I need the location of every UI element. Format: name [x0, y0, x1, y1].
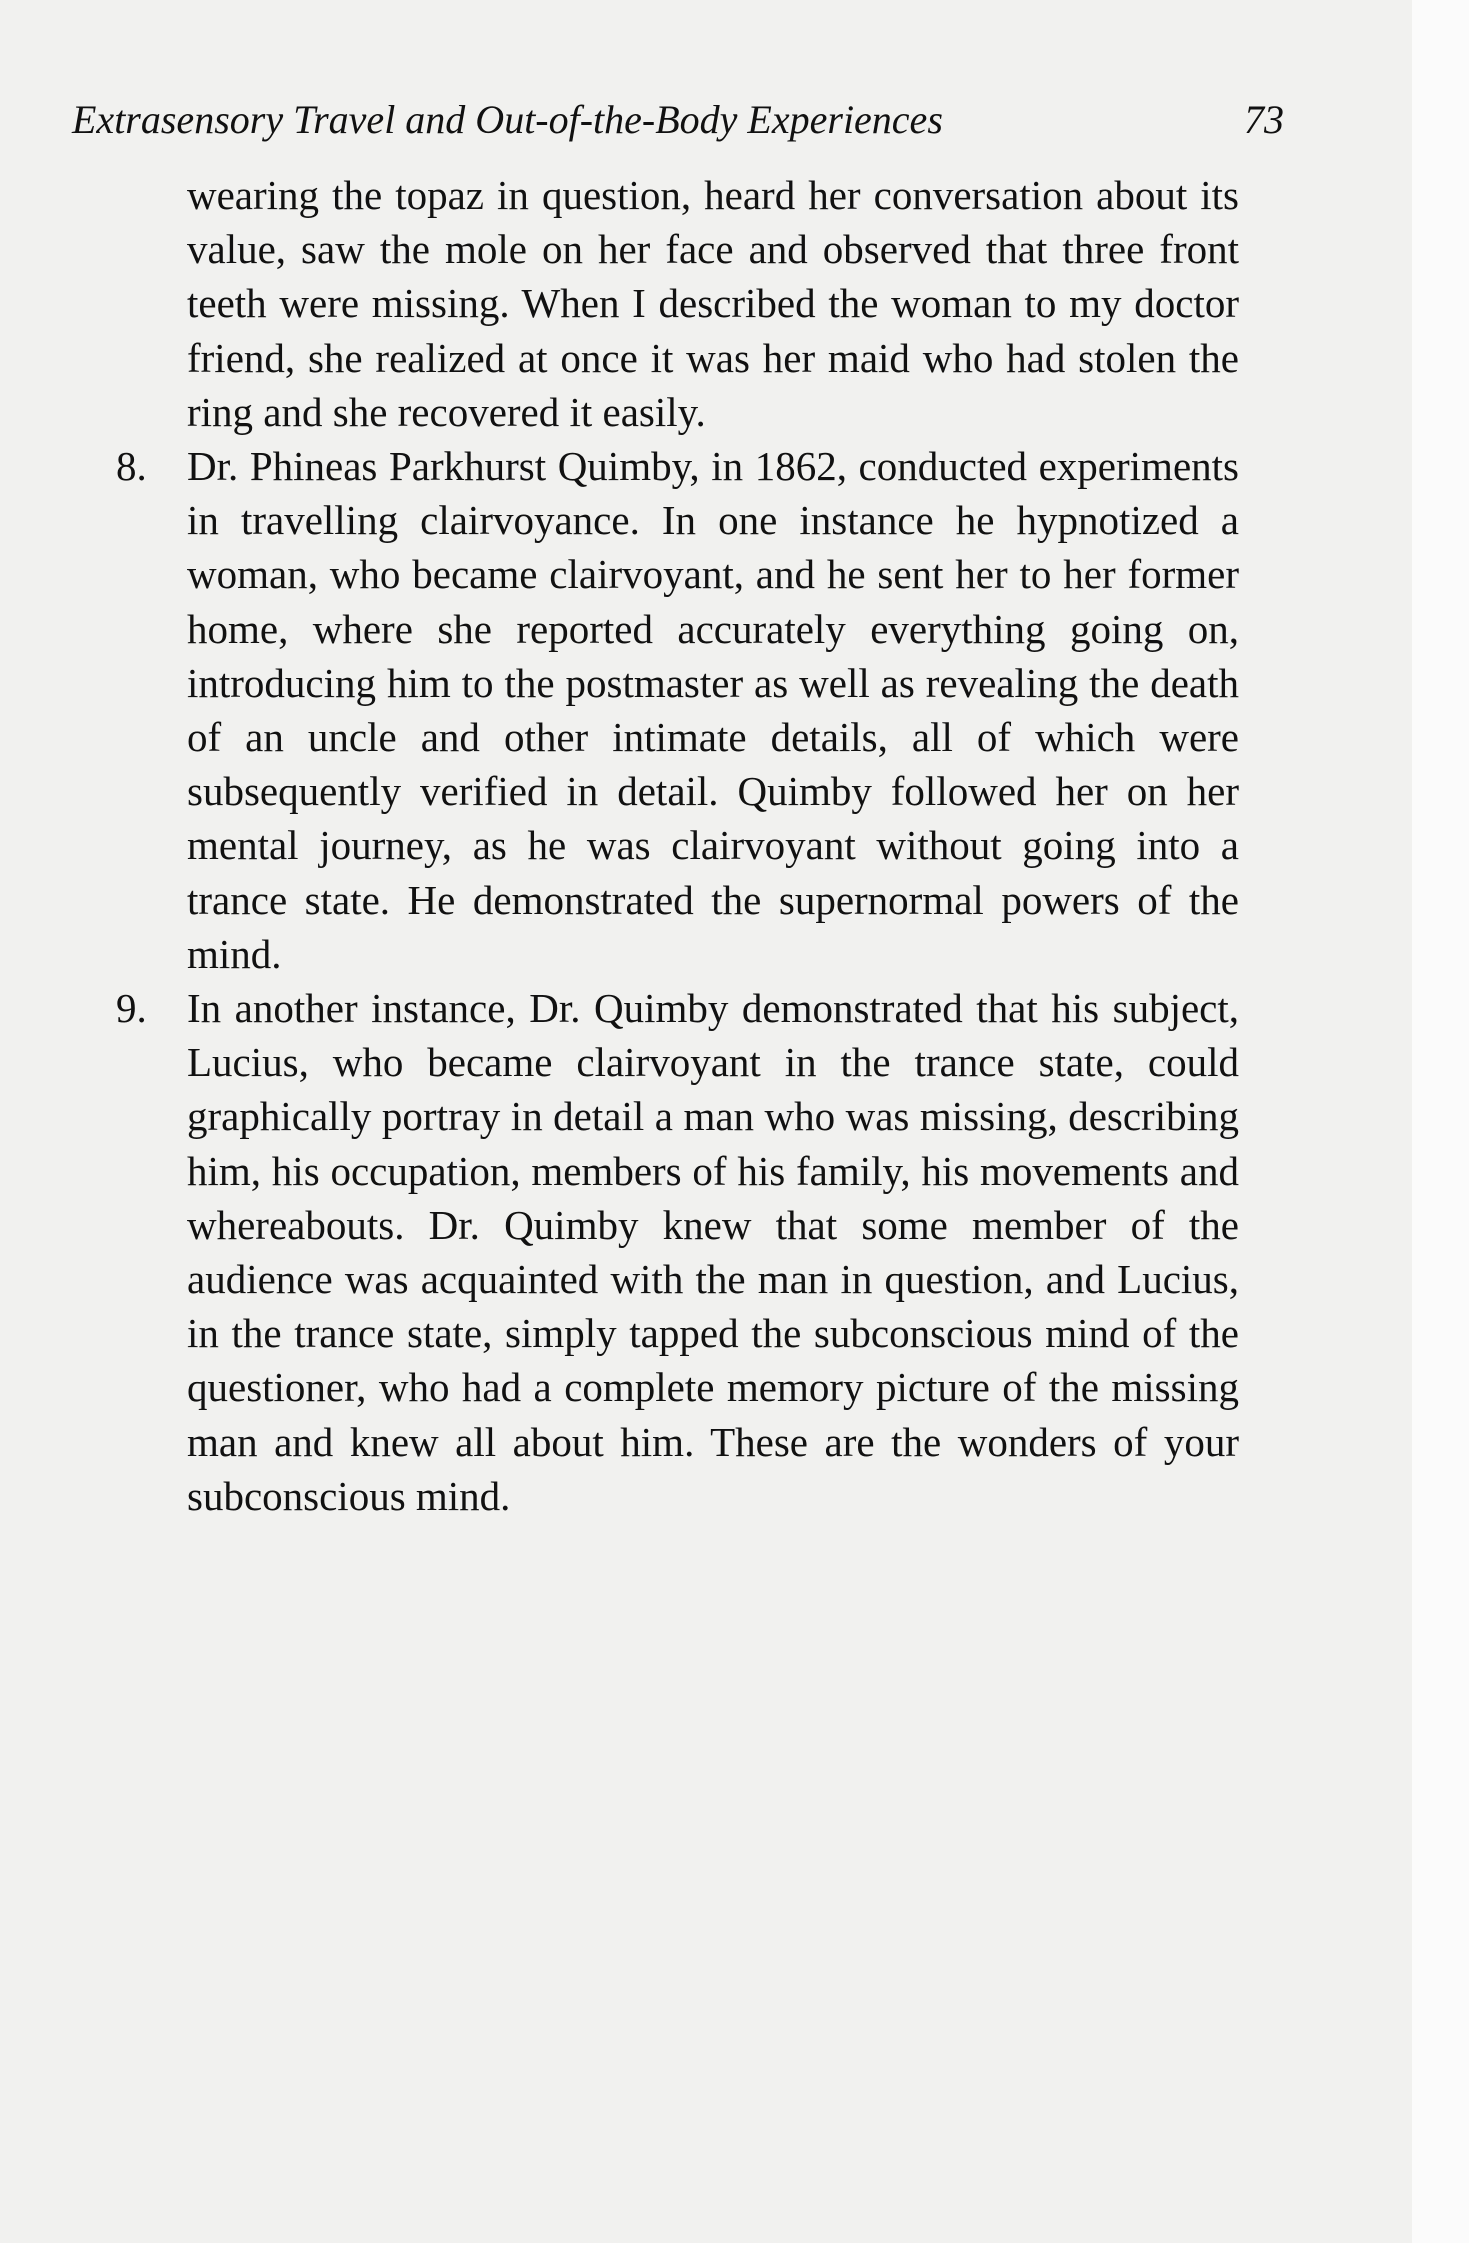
item-text: Dr. Phineas Parkhurst Quimby, in 1862, conducted experiments in travelling clairvoyance. In one instance he hypnotized a woman, who became clairvoyant, and he sent her to her former home, where she reported accurately everything going on, introducing him to the postmaster as well as revealing the death of an uncle and other intimate details, all of which were subsequently verified in detail. Quimby followed her on her mental journey, as he was clairvoyant without going into a trance state. He demonstrated the supernormal powers of the mind. [187, 443, 1239, 977]
item-text: In another instance, Dr. Quimby demonstrated that his subject, Lucius, who became clairvoyant in the trance state, could graphically portray in detail a man who was missing, describing him, his occupation, members of his family, his movements and whereabouts. Dr. Quimby knew that some member of the audience was acquainted with the man in question, and Lucius, in the trance state, simply tapped the subconscious mind of the questioner, who had a complete memory picture of the missing man and knew all about him. These are the wonders of your subconscious mind. [187, 985, 1239, 1519]
page-number: 73 [1244, 97, 1284, 142]
list-item-9 [116, 981, 1239, 1523]
list-item-8 [116, 439, 1239, 981]
running-head [72, 96, 1284, 152]
item-number: 8. [116, 443, 147, 490]
item-number: 9. [116, 985, 147, 1032]
body-text [116, 168, 1239, 1523]
running-title: Extrasensory Travel and Out-of-the-Body Experiences [72, 97, 943, 142]
page-edge [1412, 0, 1469, 2243]
continued-item [116, 168, 1239, 439]
item-text: wearing the topaz in question, heard her conversation about its value, saw the mole on her face and observed that three front teeth were missing. When I described the woman to my doctor friend, she realized at once it was her maid who had stolen the ring and she recovered it easily. [187, 172, 1239, 435]
